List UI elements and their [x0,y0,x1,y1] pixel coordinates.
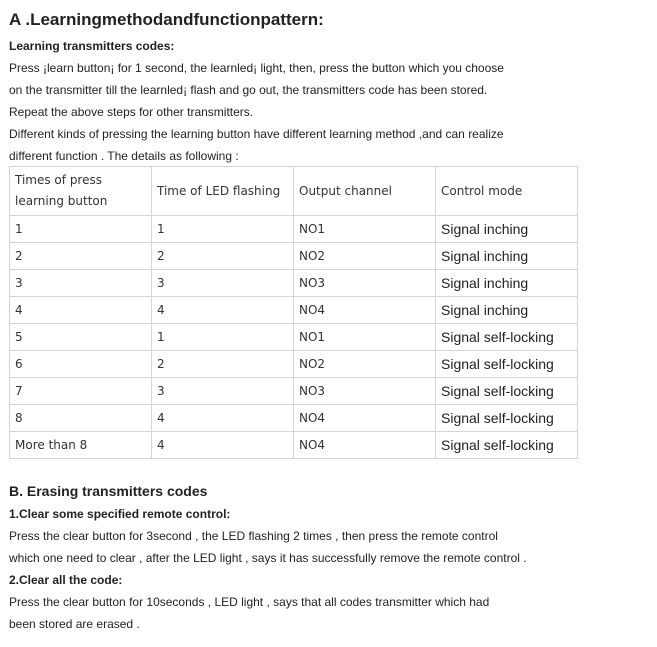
section-a-paragraph-line: Repeat the above steps for other transmitters. [9,105,254,119]
cell-led: 2 [152,351,294,378]
cell-mode: Signal inching [436,216,578,243]
clear-all-title: 2.Clear all the code: [9,573,123,587]
cell-mode: Signal self-locking [436,324,578,351]
cell-times: 7 [10,378,152,405]
clear-all-paragraph-line: been stored are erased . [9,617,140,631]
header-output-channel: Output channel [294,167,436,216]
cell-led: 4 [152,432,294,459]
table-row [10,324,578,351]
cell-channel: NO2 [294,351,436,378]
cell-mode: Signal self-locking [436,432,578,459]
cell-led: 3 [152,270,294,297]
cell-times: 6 [10,351,152,378]
cell-times: More than 8 [10,432,152,459]
cell-times: 5 [10,324,152,351]
cell-mode: Signal inching [436,297,578,324]
section-b-title: B. Erasing transmitters codes [9,483,208,499]
cell-channel: NO4 [294,405,436,432]
clear-some-paragraph-line: Press the clear button for 3second , the LED flashing 2 times , then press the remote control [9,529,498,543]
cell-channel: NO2 [294,243,436,270]
cell-times: 8 [10,405,152,432]
section-a-subtitle: Learning transmitters codes: [9,39,175,53]
cell-times: 3 [10,270,152,297]
cell-channel: NO4 [294,297,436,324]
cell-channel: NO1 [294,324,436,351]
table-row [10,270,578,297]
clear-all-paragraph-line: Press the clear button for 10seconds , LED light , says that all codes transmitter which had [9,595,490,609]
cell-mode: Signal inching [436,243,578,270]
cell-channel: NO1 [294,216,436,243]
table-row [10,405,578,432]
table-row [10,243,578,270]
cell-led: 1 [152,324,294,351]
learning-mode-table [9,166,578,459]
section-a-title: A .Learningmethodandfunctionpattern: [9,10,324,29]
cell-led: 3 [152,378,294,405]
section-a-paragraph-line: on the transmitter till the learnled¡ flash and go out, the transmitters code has been stored. [9,83,488,97]
table-row [10,297,578,324]
cell-channel: NO3 [294,270,436,297]
cell-led: 2 [152,243,294,270]
section-a-paragraph-line: Different kinds of pressing the learning button have different learning method ,and can realize [9,127,504,141]
cell-mode: Signal self-locking [436,351,578,378]
cell-mode: Signal self-locking [436,378,578,405]
cell-mode: Signal inching [436,270,578,297]
cell-times: 2 [10,243,152,270]
header-times-of-press: Times of press learning button [10,167,152,216]
table-row [10,432,578,459]
section-a-paragraph-line: different function . The details as following : [9,149,239,163]
cell-channel: NO3 [294,378,436,405]
cell-channel: NO4 [294,432,436,459]
cell-led: 4 [152,405,294,432]
table-row [10,351,578,378]
table-row [10,216,578,243]
section-a-paragraph-line: Press ¡learn button¡ for 1 second, the learnled¡ light, then, press the button which you choose [9,61,504,75]
cell-mode: Signal self-locking [436,405,578,432]
clear-some-title: 1.Clear some specified remote control: [9,507,231,521]
clear-some-paragraph-line: which one need to clear , after the LED light , says it has successfully remove the remote control . [9,551,527,565]
table-header-row [10,167,578,216]
cell-times: 4 [10,297,152,324]
table-row [10,378,578,405]
header-control-mode: Control mode [436,167,578,216]
cell-times: 1 [10,216,152,243]
cell-led: 4 [152,297,294,324]
header-led-flashing: Time of LED flashing [152,167,294,216]
cell-led: 1 [152,216,294,243]
